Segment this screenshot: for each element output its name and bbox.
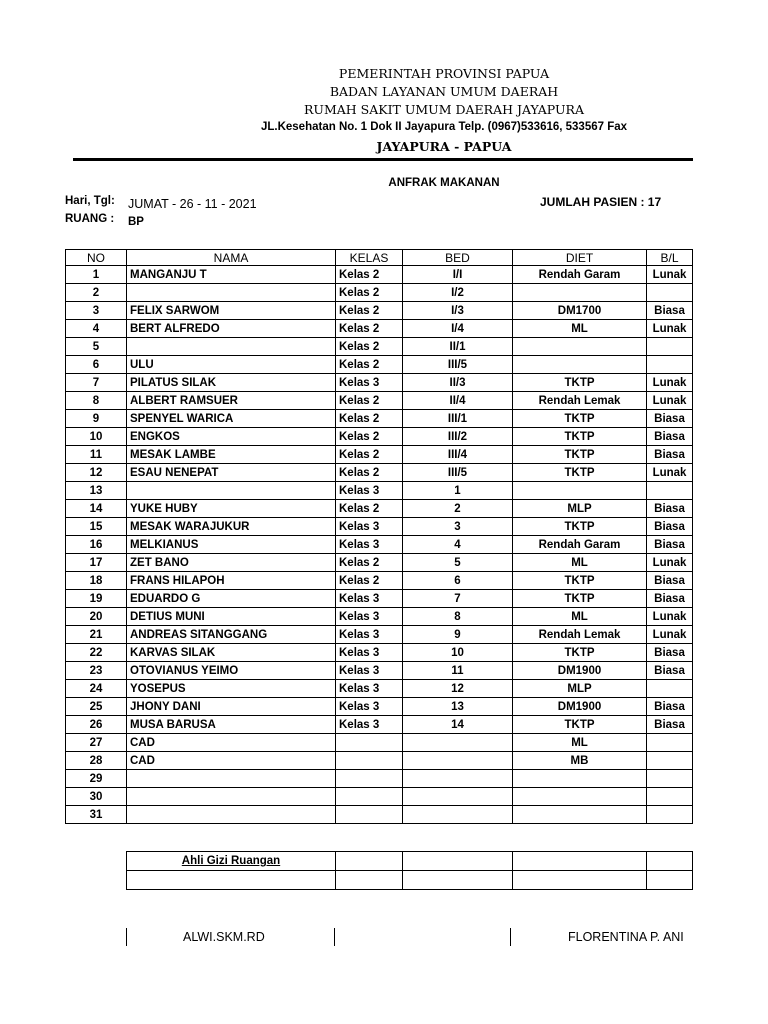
- food-texture-cell: Biasa: [647, 518, 693, 536]
- food-texture-cell: Biasa: [647, 716, 693, 734]
- diet-type-cell: DM1900: [513, 698, 647, 716]
- food-texture-cell: Biasa: [647, 644, 693, 662]
- meal-table: [65, 249, 693, 824]
- patient-name-cell: DETIUS MUNI: [127, 608, 336, 626]
- signature-empty-cell: [403, 871, 513, 890]
- row-no-cell: 5: [66, 338, 127, 356]
- diet-type-cell: [513, 806, 647, 824]
- row-no-cell: 27: [66, 734, 127, 752]
- patient-class-cell: Kelas 2: [336, 554, 403, 572]
- column-header-nama: NAMA: [127, 250, 336, 266]
- patient-name-cell: [127, 284, 336, 302]
- patient-name-cell: ENGKOS: [127, 428, 336, 446]
- food-texture-cell: Lunak: [647, 626, 693, 644]
- bed-number-cell: 7: [403, 590, 513, 608]
- signature-empty-cell: [403, 852, 513, 871]
- row-no-cell: 12: [66, 464, 127, 482]
- diet-type-cell: [513, 770, 647, 788]
- bed-number-cell: 3: [403, 518, 513, 536]
- patient-name-cell: JHONY DANI: [127, 698, 336, 716]
- table-row: [66, 266, 693, 284]
- patient-class-cell: Kelas 2: [336, 266, 403, 284]
- food-texture-cell: Biasa: [647, 662, 693, 680]
- header-city: JAYAPURA - PAPUA: [376, 139, 512, 154]
- food-texture-cell: Lunak: [647, 464, 693, 482]
- table-row: [66, 608, 693, 626]
- patient-name-cell: ALBERT RAMSUER: [127, 392, 336, 410]
- patient-class-cell: Kelas 2: [336, 338, 403, 356]
- patient-class-cell: Kelas 3: [336, 608, 403, 626]
- signature-separator: [126, 928, 127, 946]
- patient-count: JUMLAH PASIEN : 17: [540, 195, 662, 209]
- table-row: [66, 770, 693, 788]
- diet-type-cell: TKTP: [513, 464, 647, 482]
- patient-name-cell: MUSA BARUSA: [127, 716, 336, 734]
- patient-name-cell: CAD: [127, 752, 336, 770]
- row-no-cell: 31: [66, 806, 127, 824]
- row-no-cell: 6: [66, 356, 127, 374]
- bed-number-cell: II/1: [403, 338, 513, 356]
- diet-type-cell: Rendah Garam: [513, 266, 647, 284]
- patient-name-cell: SPENYEL WARICA: [127, 410, 336, 428]
- row-no-cell: 2: [66, 284, 127, 302]
- column-header-bl: B/L: [647, 250, 693, 266]
- food-texture-cell: [647, 752, 693, 770]
- food-texture-cell: [647, 806, 693, 824]
- table-row: [66, 698, 693, 716]
- patient-class-cell: Kelas 3: [336, 680, 403, 698]
- patient-name-cell: CAD: [127, 734, 336, 752]
- bed-number-cell: I/4: [403, 320, 513, 338]
- food-texture-cell: Biasa: [647, 698, 693, 716]
- patient-class-cell: Kelas 2: [336, 302, 403, 320]
- diet-type-cell: [513, 338, 647, 356]
- table-row: [66, 680, 693, 698]
- header-hospital: RUMAH SAKIT UMUM DAERAH JAYAPURA: [304, 102, 584, 117]
- room-label: RUANG :: [65, 213, 115, 225]
- patient-name-cell: [127, 482, 336, 500]
- table-row: [66, 806, 693, 824]
- bed-number-cell: 12: [403, 680, 513, 698]
- table-row: [66, 644, 693, 662]
- signature-empty-cell: [336, 852, 403, 871]
- food-texture-cell: Biasa: [647, 572, 693, 590]
- bed-number-cell: 10: [403, 644, 513, 662]
- patient-name-cell: MESAK LAMBE: [127, 446, 336, 464]
- table-row: [66, 428, 693, 446]
- patient-class-cell: Kelas 3: [336, 626, 403, 644]
- bed-number-cell: I/I: [403, 266, 513, 284]
- bed-number-cell: III/5: [403, 356, 513, 374]
- table-row: [66, 788, 693, 806]
- row-no-cell: 17: [66, 554, 127, 572]
- patient-class-cell: Kelas 3: [336, 518, 403, 536]
- patient-name-cell: ANDREAS SITANGGANG: [127, 626, 336, 644]
- diet-type-cell: ML: [513, 320, 647, 338]
- header-divider: [73, 158, 693, 161]
- food-texture-cell: Lunak: [647, 392, 693, 410]
- signature-right-name: FLORENTINA P. ANI: [568, 930, 684, 944]
- table-row: [66, 464, 693, 482]
- column-header-diet: DIET: [513, 250, 647, 266]
- table-row: [66, 302, 693, 320]
- table-row: [66, 734, 693, 752]
- row-no-cell: 3: [66, 302, 127, 320]
- signature-empty-cell: [127, 871, 336, 890]
- bed-number-cell: [403, 806, 513, 824]
- row-no-cell: 19: [66, 590, 127, 608]
- patient-class-cell: Kelas 2: [336, 500, 403, 518]
- row-no-cell: 26: [66, 716, 127, 734]
- signature-empty-cell: [647, 852, 693, 871]
- bed-number-cell: III/5: [403, 464, 513, 482]
- row-no-cell: 23: [66, 662, 127, 680]
- food-texture-cell: Biasa: [647, 536, 693, 554]
- patient-class-cell: [336, 770, 403, 788]
- signature-role-cell: [127, 852, 336, 871]
- bed-number-cell: 14: [403, 716, 513, 734]
- date-label: Hari, Tgl:: [65, 195, 115, 207]
- header-agency: BADAN LAYANAN UMUM DAERAH: [329, 84, 559, 99]
- row-no-cell: 7: [66, 374, 127, 392]
- food-texture-cell: Biasa: [647, 410, 693, 428]
- row-no-cell: 9: [66, 410, 127, 428]
- signature-empty-cell: [336, 871, 403, 890]
- diet-type-cell: TKTP: [513, 644, 647, 662]
- bed-number-cell: [403, 770, 513, 788]
- signature-empty-cell: [647, 871, 693, 890]
- table-row: [66, 662, 693, 680]
- bed-number-cell: [403, 752, 513, 770]
- bed-number-cell: 9: [403, 626, 513, 644]
- patient-class-cell: Kelas 3: [336, 374, 403, 392]
- patient-class-cell: Kelas 3: [336, 716, 403, 734]
- signature-left-name: ALWI.SKM.RD: [183, 930, 265, 944]
- patient-class-cell: Kelas 3: [336, 536, 403, 554]
- patient-class-cell: Kelas 2: [336, 284, 403, 302]
- patient-name-cell: YOSEPUS: [127, 680, 336, 698]
- diet-type-cell: [513, 356, 647, 374]
- date-value: JUMAT - 26 - 11 - 2021: [128, 197, 257, 211]
- patient-name-cell: ESAU NENEPAT: [127, 464, 336, 482]
- table-header-row: [66, 250, 693, 266]
- diet-type-cell: ML: [513, 608, 647, 626]
- column-header-bed: BED: [403, 250, 513, 266]
- bed-number-cell: 8: [403, 608, 513, 626]
- patient-class-cell: Kelas 3: [336, 590, 403, 608]
- table-row: [66, 572, 693, 590]
- table-row: [66, 590, 693, 608]
- patient-name-cell: YUKE HUBY: [127, 500, 336, 518]
- table-row: [66, 716, 693, 734]
- table-row: [66, 410, 693, 428]
- row-no-cell: 14: [66, 500, 127, 518]
- food-texture-cell: Lunak: [647, 374, 693, 392]
- patient-class-cell: Kelas 2: [336, 392, 403, 410]
- row-no-cell: 1: [66, 266, 127, 284]
- patient-name-cell: KARVAS SILAK: [127, 644, 336, 662]
- row-no-cell: 29: [66, 770, 127, 788]
- column-header-kelas: KELAS: [336, 250, 403, 266]
- food-texture-cell: Lunak: [647, 608, 693, 626]
- diet-type-cell: DM1700: [513, 302, 647, 320]
- bed-number-cell: 5: [403, 554, 513, 572]
- patient-class-cell: Kelas 3: [336, 482, 403, 500]
- bed-number-cell: 4: [403, 536, 513, 554]
- food-texture-cell: [647, 734, 693, 752]
- signature-blank-row: [127, 871, 693, 890]
- table-row: [66, 500, 693, 518]
- diet-type-cell: MB: [513, 752, 647, 770]
- row-no-cell: 15: [66, 518, 127, 536]
- diet-type-cell: TKTP: [513, 716, 647, 734]
- row-no-cell: 22: [66, 644, 127, 662]
- table-row: [66, 374, 693, 392]
- row-no-cell: 10: [66, 428, 127, 446]
- food-texture-cell: Lunak: [647, 554, 693, 572]
- bed-number-cell: II/3: [403, 374, 513, 392]
- patient-name-cell: [127, 788, 336, 806]
- diet-type-cell: TKTP: [513, 572, 647, 590]
- room-value: BP: [128, 216, 144, 228]
- row-no-cell: 18: [66, 572, 127, 590]
- diet-type-cell: Rendah Lemak: [513, 626, 647, 644]
- patient-class-cell: [336, 788, 403, 806]
- table-row: [66, 284, 693, 302]
- table-row: [66, 338, 693, 356]
- row-no-cell: 8: [66, 392, 127, 410]
- row-no-cell: 4: [66, 320, 127, 338]
- header-government: PEMERINTAH PROVINSI PAPUA: [338, 66, 550, 81]
- table-row: [66, 446, 693, 464]
- food-texture-cell: [647, 482, 693, 500]
- diet-type-cell: TKTP: [513, 446, 647, 464]
- patient-name-cell: [127, 806, 336, 824]
- patient-class-cell: Kelas 2: [336, 356, 403, 374]
- signature-role-row: [127, 852, 693, 871]
- diet-type-cell: ML: [513, 554, 647, 572]
- diet-type-cell: MLP: [513, 680, 647, 698]
- row-no-cell: 13: [66, 482, 127, 500]
- patient-name-cell: MELKIANUS: [127, 536, 336, 554]
- patient-name-cell: MESAK WARAJUKUR: [127, 518, 336, 536]
- diet-type-cell: MLP: [513, 500, 647, 518]
- table-row: [66, 752, 693, 770]
- row-no-cell: 28: [66, 752, 127, 770]
- bed-number-cell: [403, 734, 513, 752]
- signature-separator: [334, 928, 335, 946]
- patient-class-cell: Kelas 2: [336, 428, 403, 446]
- diet-type-cell: Rendah Lemak: [513, 392, 647, 410]
- table-row: [66, 626, 693, 644]
- patient-name-cell: MANGANJU T: [127, 266, 336, 284]
- column-header-no: NO: [66, 250, 127, 266]
- patient-name-cell: ZET BANO: [127, 554, 336, 572]
- food-texture-cell: Lunak: [647, 266, 693, 284]
- table-row: [66, 356, 693, 374]
- form-title: ANFRAK MAKANAN: [388, 177, 500, 189]
- food-texture-cell: Biasa: [647, 428, 693, 446]
- bed-number-cell: 13: [403, 698, 513, 716]
- patient-class-cell: Kelas 3: [336, 698, 403, 716]
- row-no-cell: 21: [66, 626, 127, 644]
- patient-name-cell: ULU: [127, 356, 336, 374]
- row-no-cell: 24: [66, 680, 127, 698]
- food-texture-cell: Biasa: [647, 590, 693, 608]
- bed-number-cell: 2: [403, 500, 513, 518]
- food-texture-cell: [647, 770, 693, 788]
- diet-type-cell: Rendah Garam: [513, 536, 647, 554]
- signature-separator: [510, 928, 511, 946]
- table-row: [66, 518, 693, 536]
- table-row: [66, 392, 693, 410]
- row-no-cell: 11: [66, 446, 127, 464]
- diet-type-cell: [513, 788, 647, 806]
- food-texture-cell: Biasa: [647, 302, 693, 320]
- patient-name-cell: BERT ALFREDO: [127, 320, 336, 338]
- bed-number-cell: I/2: [403, 284, 513, 302]
- diet-type-cell: TKTP: [513, 518, 647, 536]
- diet-type-cell: ML: [513, 734, 647, 752]
- patient-class-cell: Kelas 3: [336, 662, 403, 680]
- bed-number-cell: II/4: [403, 392, 513, 410]
- food-texture-cell: [647, 788, 693, 806]
- patient-class-cell: [336, 752, 403, 770]
- patient-class-cell: [336, 806, 403, 824]
- patient-class-cell: Kelas 2: [336, 464, 403, 482]
- food-texture-cell: [647, 338, 693, 356]
- row-no-cell: 16: [66, 536, 127, 554]
- signature-role-label: Ahli Gizi Ruangan: [181, 855, 281, 867]
- patient-name-cell: OTOVIANUS YEIMO: [127, 662, 336, 680]
- header-address: JL.Kesehatan No. 1 Dok II Jayapura Telp. (0967)533616, 533567 Fax: [260, 121, 628, 133]
- signature-empty-cell: [513, 871, 647, 890]
- diet-type-cell: [513, 284, 647, 302]
- food-texture-cell: Biasa: [647, 500, 693, 518]
- patient-name-cell: PILATUS SILAK: [127, 374, 336, 392]
- diet-type-cell: TKTP: [513, 374, 647, 392]
- row-no-cell: 20: [66, 608, 127, 626]
- food-texture-cell: [647, 356, 693, 374]
- signature-empty-cell: [513, 852, 647, 871]
- patient-name-cell: FRANS HILAPOH: [127, 572, 336, 590]
- patient-class-cell: Kelas 2: [336, 572, 403, 590]
- signature-table: [126, 851, 693, 890]
- bed-number-cell: III/2: [403, 428, 513, 446]
- food-texture-cell: Lunak: [647, 320, 693, 338]
- patient-class-cell: Kelas 3: [336, 644, 403, 662]
- diet-type-cell: [513, 482, 647, 500]
- row-no-cell: 25: [66, 698, 127, 716]
- row-no-cell: 30: [66, 788, 127, 806]
- patient-class-cell: Kelas 2: [336, 320, 403, 338]
- patient-class-cell: Kelas 2: [336, 410, 403, 428]
- table-row: [66, 554, 693, 572]
- food-texture-cell: [647, 284, 693, 302]
- table-row: [66, 482, 693, 500]
- diet-type-cell: TKTP: [513, 590, 647, 608]
- bed-number-cell: 1: [403, 482, 513, 500]
- bed-number-cell: 11: [403, 662, 513, 680]
- food-texture-cell: [647, 680, 693, 698]
- diet-type-cell: DM1900: [513, 662, 647, 680]
- table-row: [66, 320, 693, 338]
- patient-name-cell: [127, 770, 336, 788]
- patient-class-cell: Kelas 2: [336, 446, 403, 464]
- diet-type-cell: TKTP: [513, 410, 647, 428]
- patient-class-cell: [336, 734, 403, 752]
- bed-number-cell: III/4: [403, 446, 513, 464]
- bed-number-cell: [403, 788, 513, 806]
- food-texture-cell: Biasa: [647, 446, 693, 464]
- bed-number-cell: I/3: [403, 302, 513, 320]
- table-row: [66, 536, 693, 554]
- diet-type-cell: TKTP: [513, 428, 647, 446]
- patient-name-cell: EDUARDO G: [127, 590, 336, 608]
- bed-number-cell: 6: [403, 572, 513, 590]
- patient-name-cell: [127, 338, 336, 356]
- bed-number-cell: III/1: [403, 410, 513, 428]
- patient-name-cell: FELIX SARWOM: [127, 302, 336, 320]
